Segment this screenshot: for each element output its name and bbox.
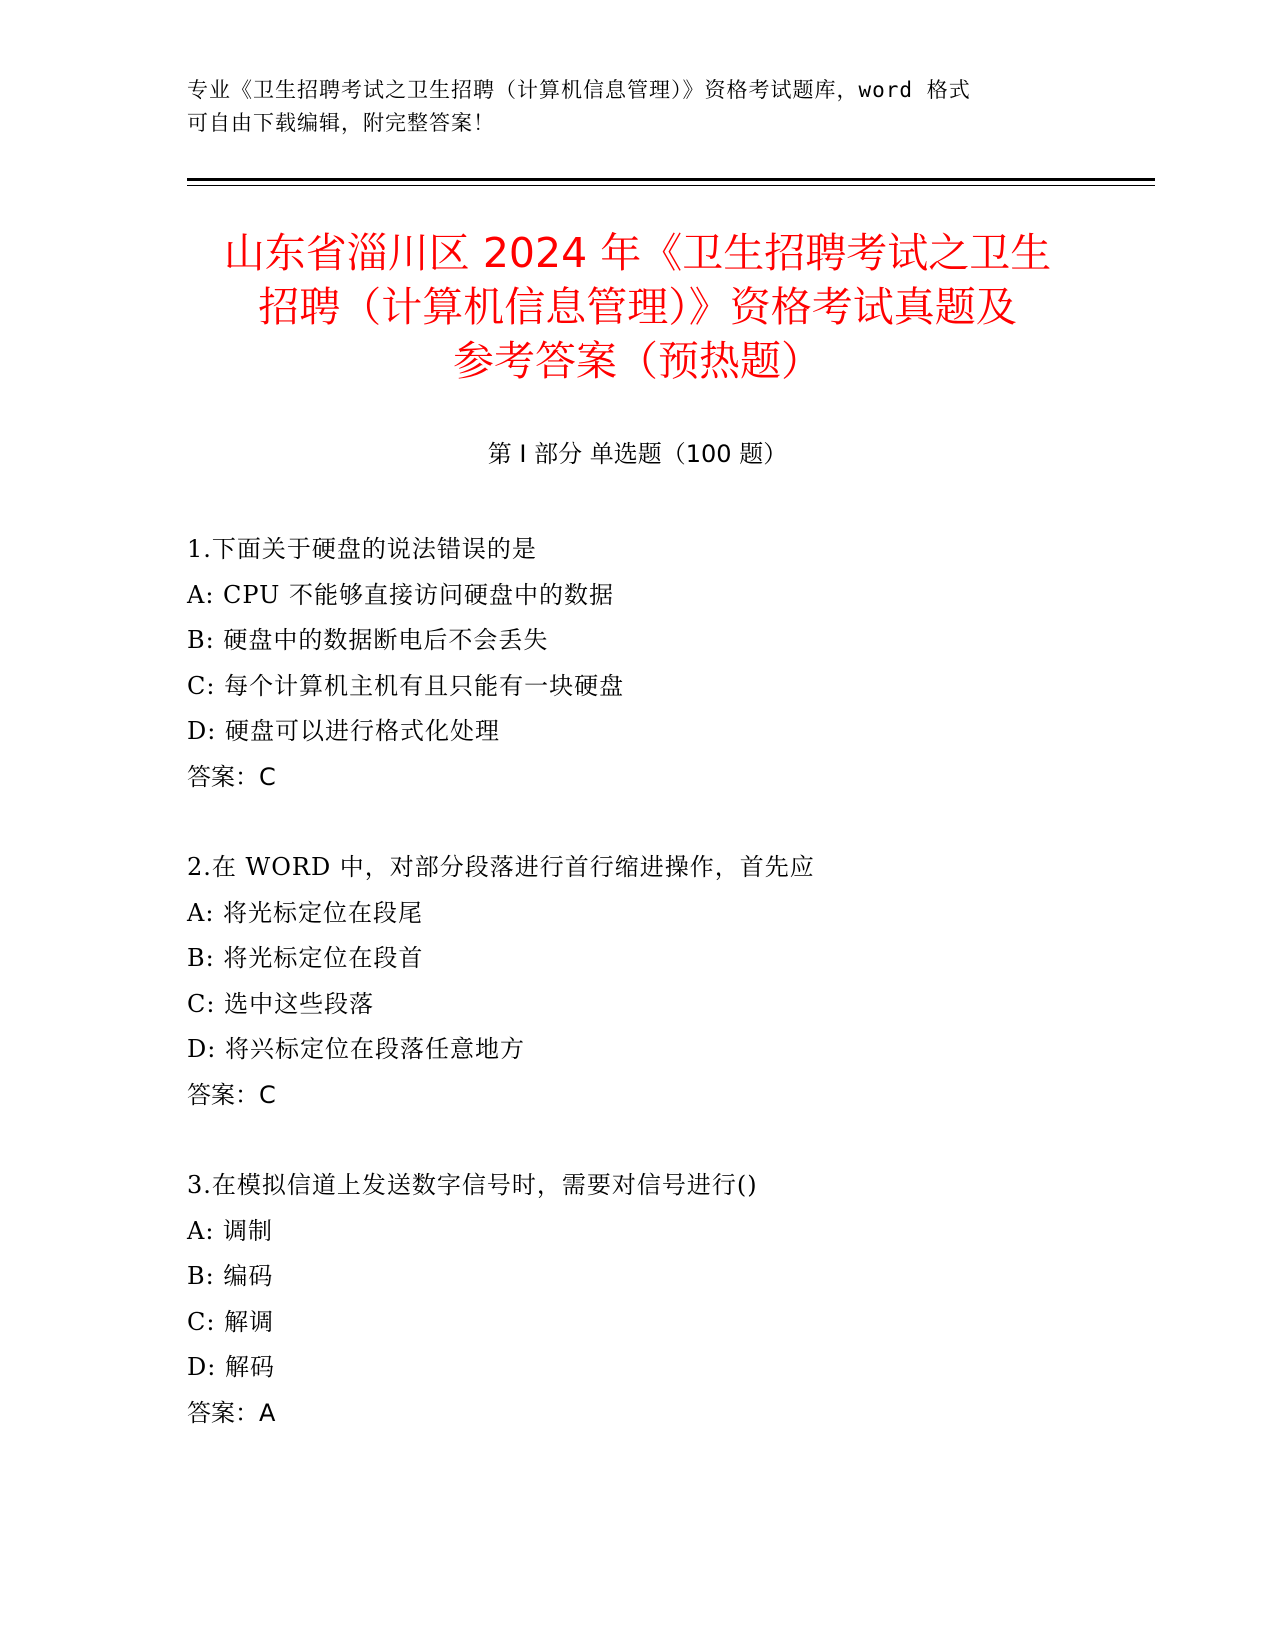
title-line-3: 参考答案（预热题） xyxy=(453,337,822,385)
option-c: C: 解调 xyxy=(187,1307,275,1336)
title-line-2: 招聘（计算机信息管理）》资格考试真题及 xyxy=(258,283,1017,331)
question-list xyxy=(187,527,1147,1481)
question-stem: 3.在模拟信道上发送数字信号时，需要对信号进行() xyxy=(187,1171,758,1199)
option-b: B: 将光标定位在段首 xyxy=(187,944,424,972)
option-d: D: 将兴标定位在段落任意地方 xyxy=(187,1035,525,1063)
question-item xyxy=(187,845,1147,1118)
header-divider-thick xyxy=(187,178,1155,181)
option-a: A: 将光标定位在段尾 xyxy=(187,898,424,927)
document-title xyxy=(180,226,1095,388)
section-title: 第 I 部分 单选题（100 题） xyxy=(487,440,788,468)
option-d: D: 硬盘可以进行格式化处理 xyxy=(187,717,500,745)
header-note-line-1: 专业《卫生招聘考试之卫生招聘（计算机信息管理）》资格考试题库，word 格式 xyxy=(187,78,971,102)
header-divider-thin xyxy=(187,185,1155,186)
option-c: C: 每个计算机主机有且只能有一块硬盘 xyxy=(187,671,625,700)
answer-text: 答案：C xyxy=(187,762,276,791)
option-b: B: 编码 xyxy=(187,1262,274,1290)
option-b: B: 硬盘中的数据断电后不会丢失 xyxy=(187,626,549,654)
option-a: A: 调制 xyxy=(187,1216,274,1245)
question-item xyxy=(187,1163,1147,1436)
option-c: C: 选中这些段落 xyxy=(187,989,375,1018)
answer-text: 答案：A xyxy=(187,1398,276,1427)
question-stem: 2.在 WORD 中，对部分段落进行首行缩进操作，首先应 xyxy=(187,853,815,881)
question-item xyxy=(187,527,1147,800)
question-stem: 1.下面关于硬盘的说法错误的是 xyxy=(187,535,537,563)
answer-text: 答案：C xyxy=(187,1080,276,1109)
header-note-line-2: 可自由下载编辑，附完整答案！ xyxy=(187,111,495,135)
option-d: D: 解码 xyxy=(187,1353,275,1381)
option-a: A: CPU 不能够直接访问硬盘中的数据 xyxy=(187,580,614,609)
title-line-1: 山东省淄川区 2024 年《卫生招聘考试之卫生 xyxy=(223,229,1052,277)
document-header-note xyxy=(187,74,1067,140)
